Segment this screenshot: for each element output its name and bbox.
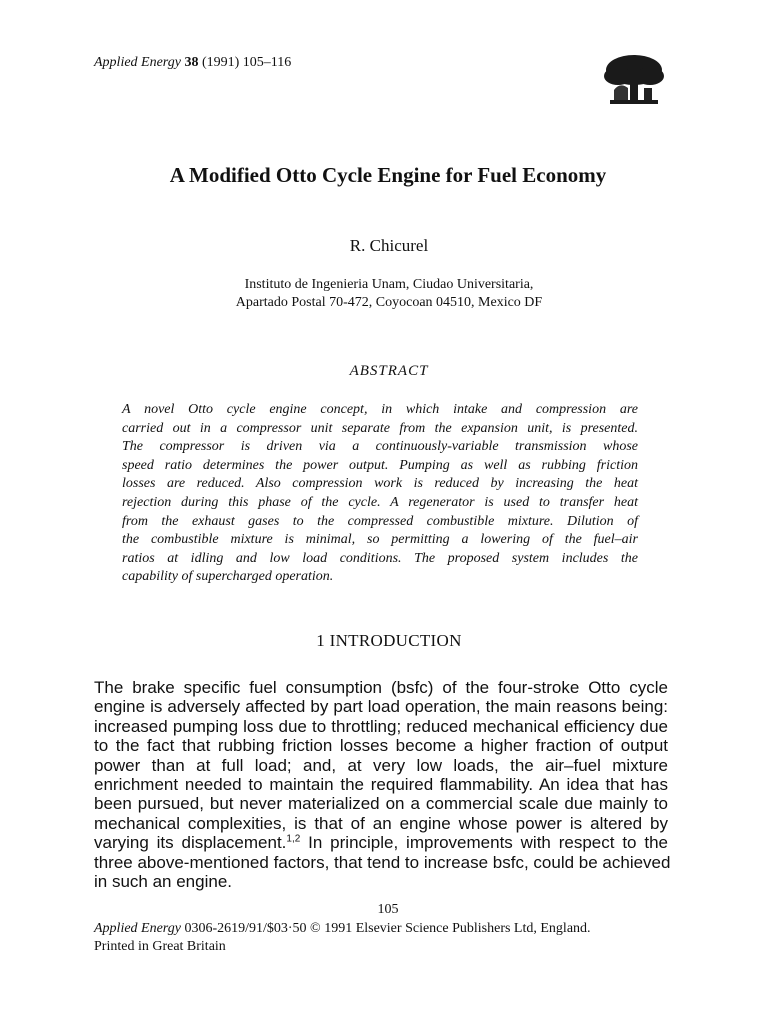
- publisher-tree-logo-icon: [600, 50, 668, 108]
- footer-line: [94, 920, 668, 938]
- section-heading: 1 INTRODUCTION: [316, 631, 462, 650]
- introduction-body: [94, 678, 671, 892]
- body-line: The brake specific fuel consumption (bsfc) of the four-stroke Otto cycle: [94, 678, 668, 697]
- abstract-body: [122, 401, 638, 587]
- abstract-heading: ABSTRACT: [349, 363, 429, 379]
- body-text: varying its displacement.: [94, 833, 287, 853]
- body-line: to the fact that rubbing friction losses become a higher fraction of output: [94, 736, 668, 756]
- body-line: increased pumping loss due to throttling; reduced mechanical efficiency due: [94, 716, 668, 736]
- author-name: R. Chicurel: [349, 236, 429, 255]
- journal-header: [94, 55, 291, 71]
- body-line: [94, 833, 668, 852]
- journal-year-pages: (1991) 105–116: [201, 55, 292, 70]
- page-footer: [94, 920, 668, 956]
- abstract-line: from the exhaust gases to the compressed combustible mixture. Dilution of: [122, 513, 638, 529]
- body-line: power than at full load; and, at very low loads, the air–fuel mixture: [94, 755, 668, 775]
- body-line: mechanical complexities, is that of an engine whose power is altered by: [94, 813, 668, 833]
- abstract-line: A novel Otto cycle engine concept, in which intake and compression are: [122, 402, 638, 417]
- journal-volume: 38: [184, 55, 199, 70]
- affiliation-line: Instituto de Ingenieria Unam, Ciudao Universitaria,: [244, 277, 534, 292]
- affiliation: [0, 276, 768, 312]
- paper-title: A Modified Otto Cycle Engine for Fuel Economy: [169, 163, 607, 187]
- abstract-line: carried out in a compressor unit separate from the expansion unit, is presented.: [122, 420, 638, 436]
- abstract-line: The compressor is driven via a continuously-variable transmission whose: [122, 439, 638, 455]
- footer-publication-info: 0306-2619/91/$03·50 © 1991 Elsevier Science Publishers Ltd, England.: [180, 921, 591, 936]
- abstract-line: capability of supercharged operation.: [122, 569, 334, 585]
- abstract-line: losses are reduced. Also compression work is reduced by increasing the heat: [122, 476, 638, 492]
- journal-name: Applied Energy: [94, 55, 181, 70]
- abstract-line: ratios at idling and low load conditions. The proposed system includes the: [122, 550, 638, 566]
- abstract-line: the combustible mixture is minimal, so permitting a lowering of the fuel–air: [122, 532, 638, 548]
- footer-line: Printed in Great Britain: [94, 939, 226, 954]
- footer-journal-name: Applied Energy: [94, 921, 181, 936]
- affiliation-line: Apartado Postal 70-472, Coyocoan 04510, Mexico DF: [235, 295, 543, 310]
- citation-reference: 1,2: [286, 833, 301, 845]
- page-number: 105: [377, 902, 399, 917]
- body-line: three above-mentioned factors, that tend to increase bsfc, could be achieved: [94, 852, 671, 872]
- abstract-line: speed ratio determines the power output. Pumping as well as rubbing friction: [122, 457, 638, 473]
- abstract-line: rejection during this phase of the cycle. A regenerator is used to transfer heat: [122, 494, 638, 510]
- body-line: in such an engine.: [94, 872, 232, 892]
- body-line: been pursued, but never materialized on a commercial scale due mainly to: [94, 794, 668, 814]
- body-line: engine is adversely affected by part load operation, the main reasons being:: [94, 697, 668, 717]
- body-line: enrichment needed to maintain the required flammability. An idea that has: [94, 775, 668, 795]
- body-text: In principle, improvements with respect to the: [300, 833, 668, 853]
